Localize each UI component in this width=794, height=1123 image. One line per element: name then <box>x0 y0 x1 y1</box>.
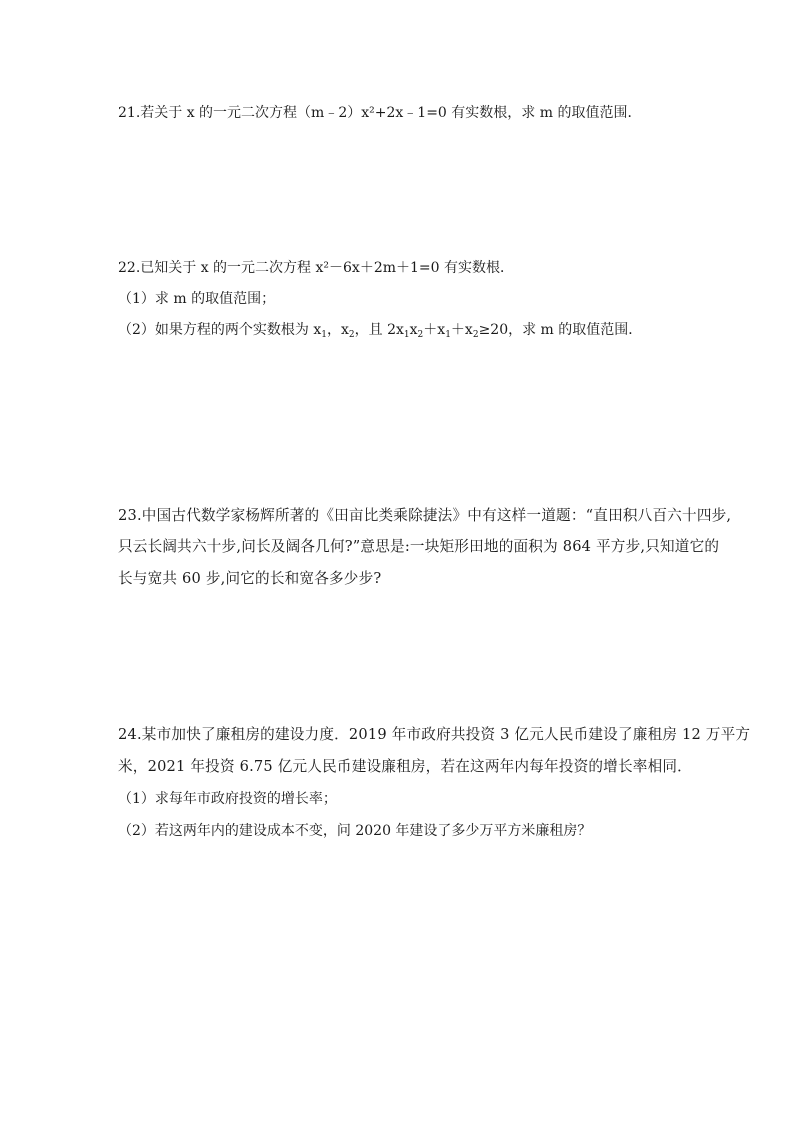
problem-23-line-2: 只云长阔共六十步,问长及阔各几何?”意思是:一块矩形田地的面积为 864 平方步,只知道它的 <box>118 538 720 555</box>
problem-21-line-1: 21.若关于 x 的一元二次方程（m﹣2）x²+2x﹣1=0 有实数根，求 m 的取值范围． <box>118 105 642 121</box>
problem-22-part-1: （1）求 m 的取值范围； <box>118 291 276 307</box>
problem-24-line-1: 24.某市加快了廉租房的建设力度．2019 年市政府共投资 3 亿元人民币建设了廉租房 12 万平方 <box>118 726 751 743</box>
problem-24-part-1: （1）求每年市政府投资的增长率； <box>118 791 337 807</box>
problem-23-line-1: 23.中国古代数学家杨辉所著的《田亩比类乘除捷法》中有这样一道题：“直田积八百六十四步, <box>118 507 732 524</box>
problem-24-line-2: 米，2021 年投资 6.75 亿元人民币建设廉租房，若在这两年内每年投资的增长率相同． <box>118 758 692 775</box>
problem-22-line-1: 22.已知关于 x 的一元二次方程 x²－6x＋2m＋1=0 有实数根． <box>118 260 514 276</box>
problem-24-part-2: （2）若这两年内的建设成本不变，问 2020 年建设了多少万平方米廉租房？ <box>118 823 592 839</box>
problem-23-line-3: 长与宽共 60 步,问它的长和宽各多少步? <box>118 570 382 587</box>
problem-22-part-2: （2）如果方程的两个实数根为 $x_1$，$x_2$，且 $2x_1x_2+x_1+x_2\ge 20$，求 m 的取值范围． <box>118 322 643 340</box>
